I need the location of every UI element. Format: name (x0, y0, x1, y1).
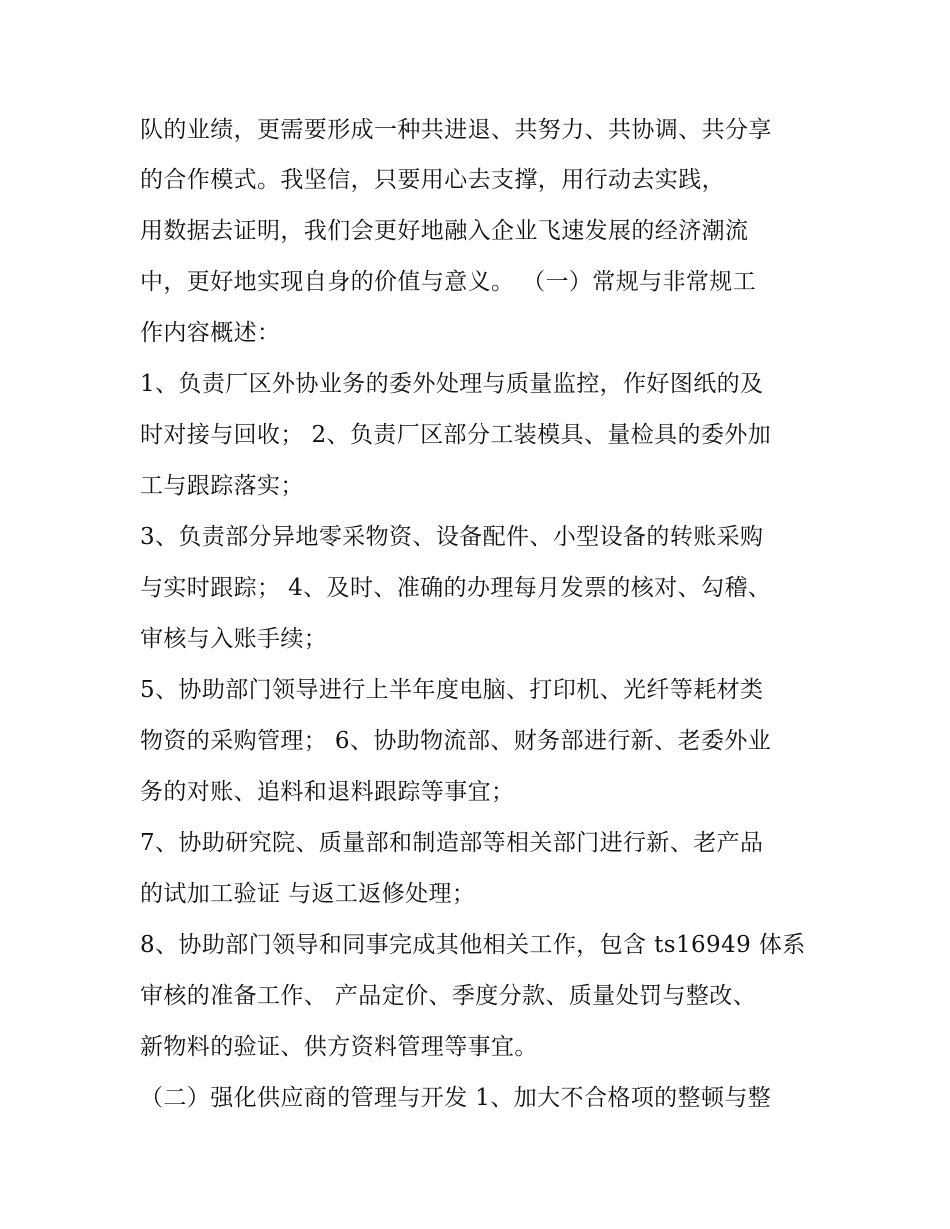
paragraph-line: 的合作模式。我坚信，只要用心去支撑，用行动去实践， (140, 167, 725, 193)
list-item-line: 与实时跟踪； 4、及时、准确的办理每月发票的核对、勾稽、 (140, 575, 772, 601)
list-item-line: 新物料的验证、供方资料管理等事宜。 (140, 1034, 538, 1060)
list-item-line: 7、协助研究院、质量部和制造部等相关部门进行新、老产品 (140, 830, 764, 856)
section-heading-line: （二）强化供应商的管理与开发 1、加大不合格项的整顿与整 (140, 1085, 772, 1111)
list-item-line: 3、负责部分异地零采物资、设备配件、小型设备的转账采购 (140, 524, 764, 550)
list-item-line: 审核与入账手续； (140, 626, 328, 652)
list-item-line: 8、协助部门领导和同事完成其他相关工作，包含 ts16949 体系 (140, 932, 806, 958)
paragraph-line: 队的业绩，更需要形成一种共进退、共努力、共协调、共分享 (140, 117, 772, 143)
list-item-line: 1、负责厂区外协业务的委外处理与质量监控，作好图纸的及 (140, 371, 764, 397)
paragraph-line: 中，更好地实现自身的价值与意义。 （一）常规与非常规工 (140, 269, 757, 295)
list-item-line: 物资的采购管理； 6、协助物流部、财务部进行新、老委外业 (140, 728, 772, 754)
list-item-line: 时对接与回收； 2、负责厂区部分工装模具、量检具的委外加 (140, 422, 772, 448)
list-item-line: 的试加工验证 与返工返修处理； (140, 881, 476, 907)
list-item-line: 工与跟踪落实； (140, 473, 304, 499)
list-item-line: 5、协助部门领导进行上半年度电脑、打印机、光纤等耗材类 (140, 677, 764, 703)
paragraph-line: 作内容概述： (140, 320, 281, 346)
list-item-line: 务的对账、追料和退料跟踪等事宜； (140, 779, 515, 805)
paragraph-line: 用数据去证明，我们会更好地融入企业飞速发展的经济潮流 (140, 218, 749, 244)
list-item-line: 审核的准备工作、 产品定价、季度分款、质量处罚与整改、 (140, 983, 757, 1009)
